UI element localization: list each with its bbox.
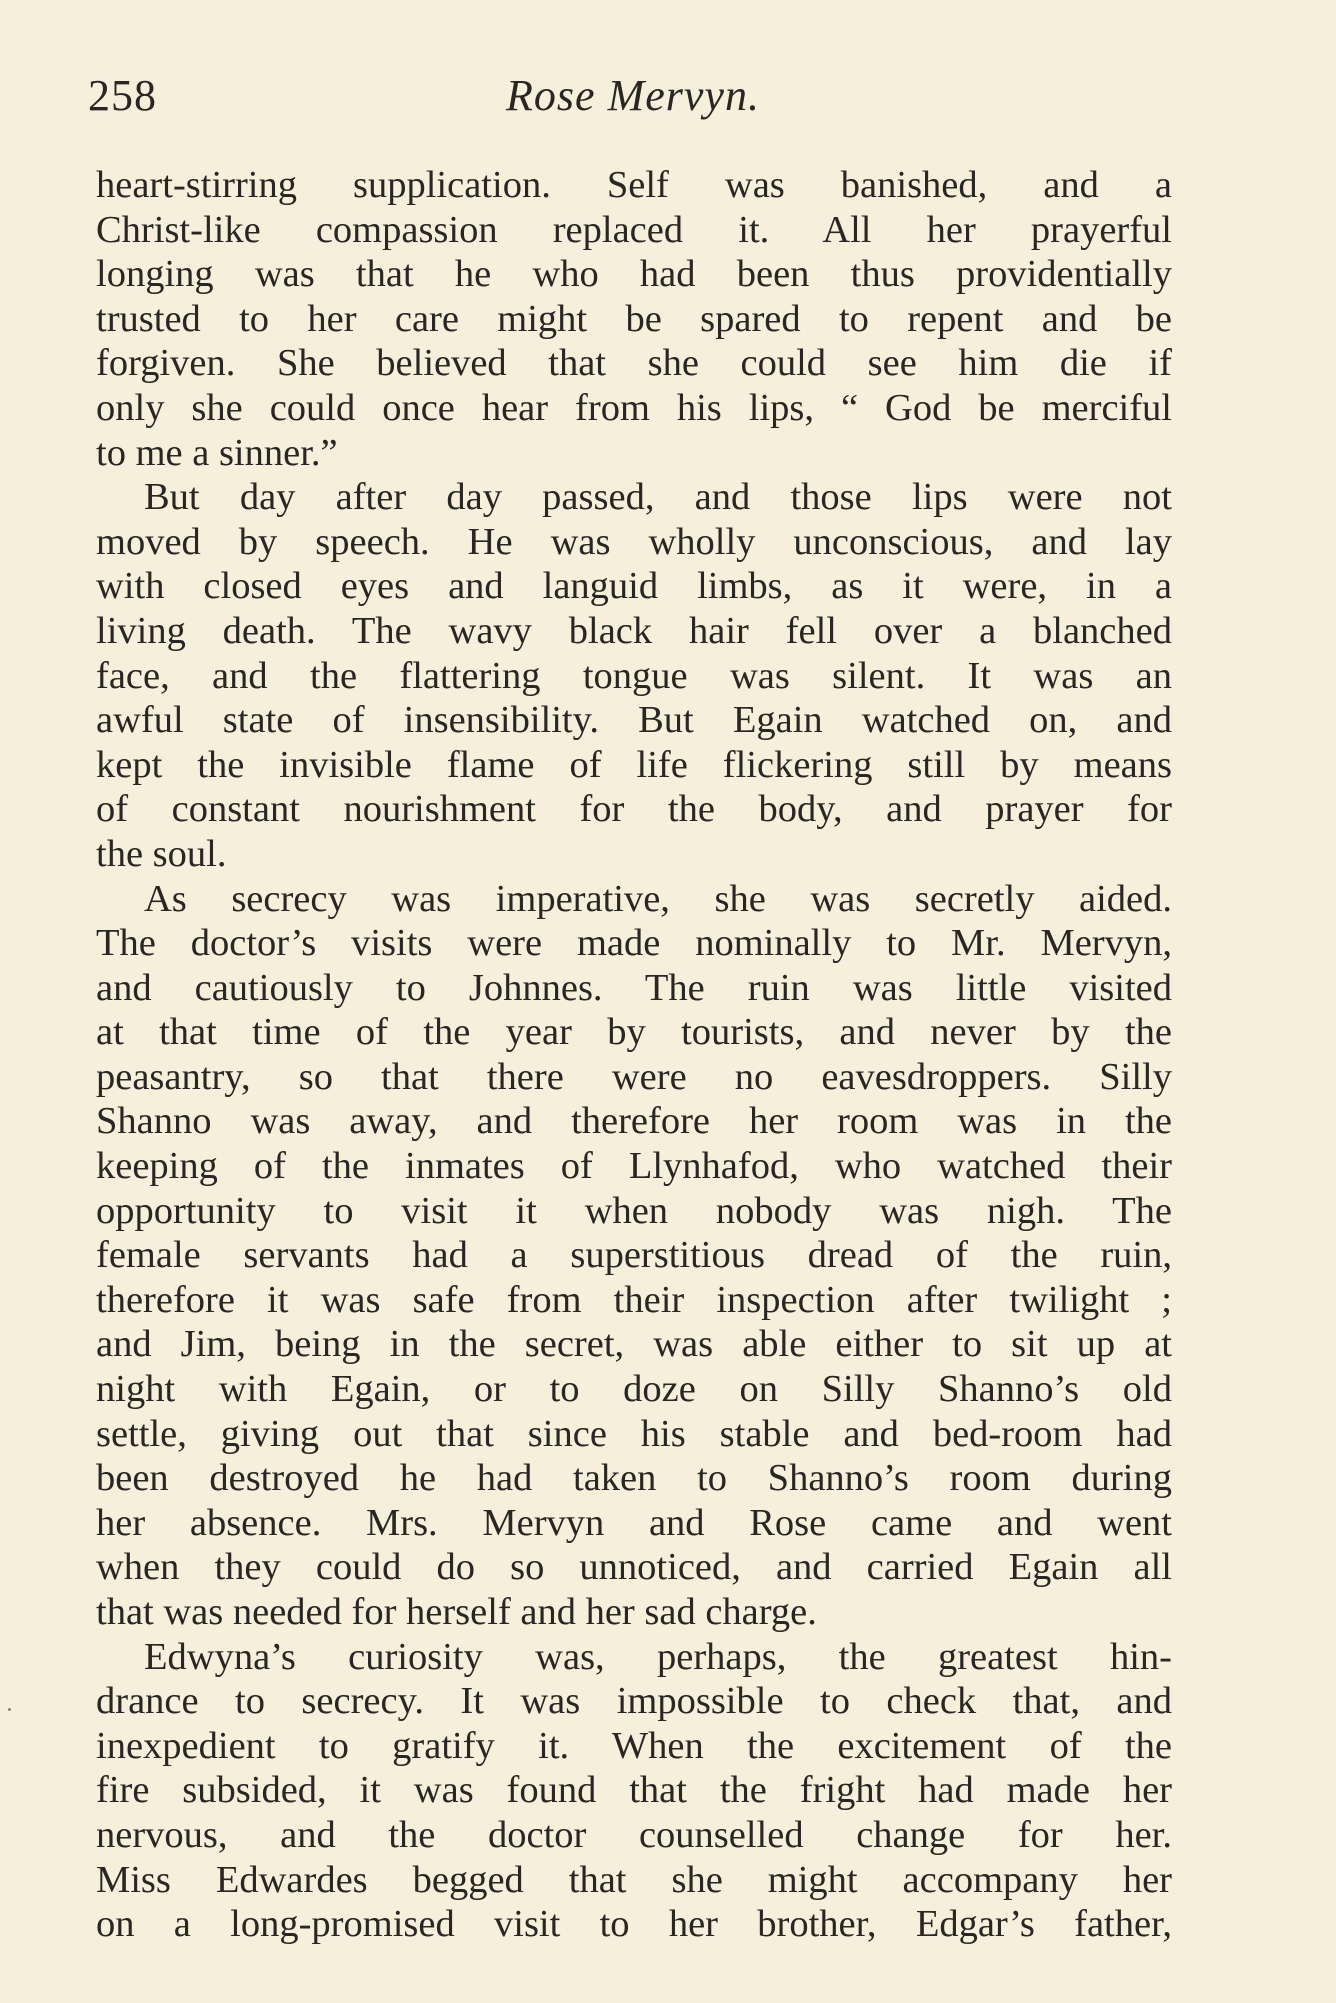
text-line: kept the invisible flame of life flickering still by means <box>96 743 1172 786</box>
text-line: and Jim, being in the secret, was able either to sit up at <box>96 1323 1172 1366</box>
text-line: to me a sinner.” <box>96 431 338 474</box>
text-line: Christ-like compassion replaced it. All her prayerful <box>96 208 1172 251</box>
text-line: fire subsided, it was found that the fright had made her <box>96 1769 1172 1812</box>
paragraph <box>96 163 1172 475</box>
text-line: Shanno was away, and therefore her room was in the <box>96 1100 1172 1143</box>
text-line: peasantry, so that there were no eavesdroppers. Silly <box>96 1055 1172 1098</box>
text-line: at that time of the year by tourists, and never by the <box>96 1011 1172 1054</box>
paragraph <box>96 1635 1172 1947</box>
text-line: Miss Edwardes begged that she might accompany her <box>96 1858 1172 1901</box>
text-line: moved by speech. He was wholly unconscious, and lay <box>96 520 1172 563</box>
text-line: But day after day passed, and those lips were not <box>144 476 1172 519</box>
text-line: therefore it was safe from their inspection after twilight ; <box>96 1278 1172 1321</box>
text-line: drance to secrecy. It was impossible to check that, and <box>96 1680 1172 1723</box>
text-line: nervous, and the doctor counselled change for her. <box>96 1813 1172 1856</box>
text-line: awful state of insensibility. But Egain watched on, and <box>96 699 1172 742</box>
running-head <box>88 70 1178 130</box>
text-line: on a long-promised visit to her brother, Edgar’s father, <box>96 1903 1172 1946</box>
text-line: opportunity to visit it when nobody was nigh. The <box>96 1189 1172 1232</box>
body-text <box>96 163 1172 1947</box>
text-line: been destroyed he had taken to Shanno’s room during <box>96 1457 1172 1500</box>
text-line: trusted to her care might be spared to repent and be <box>96 297 1172 340</box>
text-line: longing was that he who had been thus providentially <box>96 253 1172 296</box>
text-line: and cautiously to Johnnes. The ruin was little visited <box>96 966 1172 1009</box>
text-line: the soul. <box>96 832 227 875</box>
text-line: only she could once hear from his lips, “ God be merciful <box>96 386 1172 429</box>
page-number: 258 <box>88 71 157 120</box>
text-line: her absence. Mrs. Mervyn and Rose came and went <box>96 1501 1172 1544</box>
running-title: Rose Mervyn. <box>506 71 760 120</box>
paragraph <box>96 475 1172 876</box>
text-line: As secrecy was imperative, she was secretly aided. <box>144 877 1172 920</box>
text-line: heart-stirring supplication. Self was banished, and a <box>96 164 1172 206</box>
text-line: female servants had a superstitious dread of the ruin, <box>96 1234 1172 1277</box>
paper-speck <box>8 1708 11 1711</box>
text-line: inexpedient to gratify it. When the excitement of the <box>96 1724 1172 1767</box>
text-line: The doctor’s visits were made nominally to Mr. Mervyn, <box>96 922 1172 965</box>
text-line: that was needed for herself and her sad charge. <box>96 1591 817 1633</box>
text-line: keeping of the inmates of Llynhafod, who watched their <box>96 1145 1172 1188</box>
text-line: night with Egain, or to doze on Silly Shanno’s old <box>96 1368 1172 1411</box>
text-line: living death. The wavy black hair fell over a blanched <box>96 609 1172 652</box>
text-line: settle, giving out that since his stable and bed-room had <box>96 1412 1172 1455</box>
text-line: with closed eyes and languid limbs, as it were, in a <box>96 565 1172 608</box>
text-line: forgiven. She believed that she could see him die if <box>96 342 1172 385</box>
text-line: face, and the flattering tongue was silent. It was an <box>96 654 1172 697</box>
text-line: Edwyna’s curiosity was, perhaps, the greatest hin- <box>144 1635 1172 1678</box>
paragraph <box>96 877 1172 1635</box>
text-line: of constant nourishment for the body, and prayer for <box>96 788 1172 831</box>
text-line: when they could do so unnoticed, and carried Egain all <box>96 1546 1172 1589</box>
